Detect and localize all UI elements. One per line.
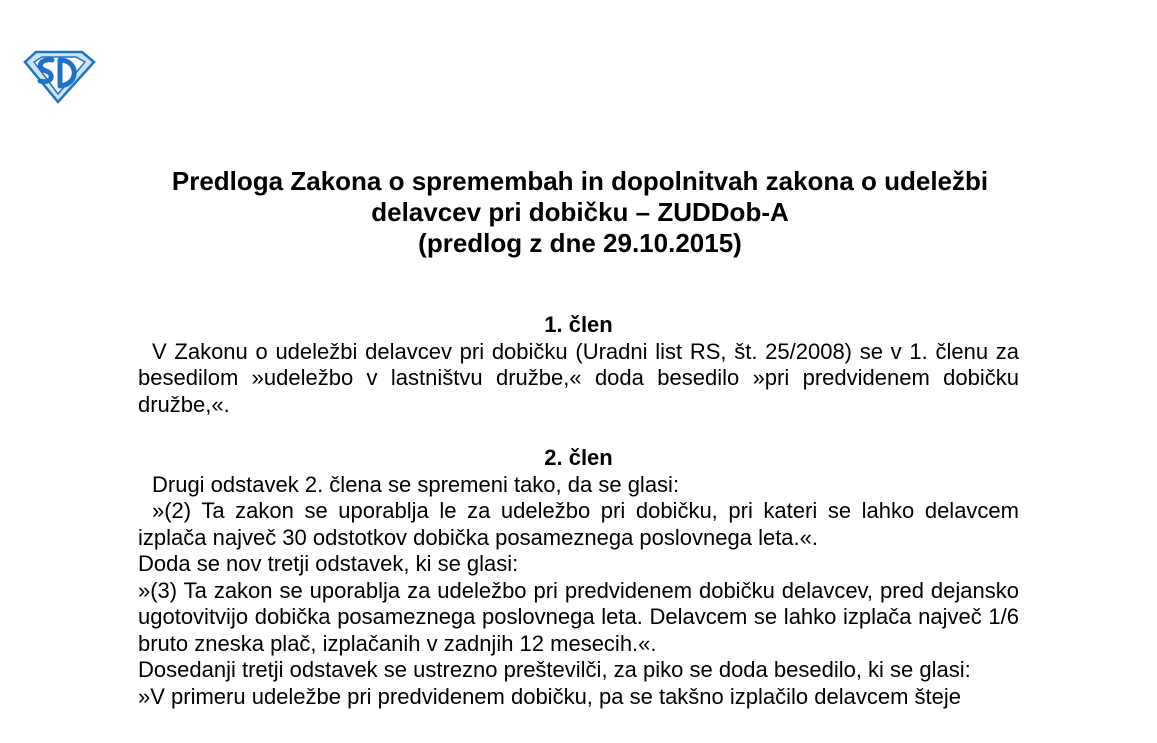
- organization-logo: [22, 48, 96, 104]
- document-body: [138, 312, 1019, 710]
- article-2-heading: 2. člen: [544, 445, 613, 470]
- article-1-heading: 1. člen: [544, 312, 613, 337]
- title-date-line: (predlog z dne 29.10.2015): [418, 228, 742, 258]
- article-2-intro: Drugi odstavek 2. člena se spremeni tako, da se glasi:: [152, 471, 680, 497]
- document-title: [140, 166, 1020, 259]
- title-line-1: Predloga Zakona o spremembah in dopolnitvah zakona o udeležbi: [171, 166, 989, 196]
- article-2-paragraph-3: »(3) Ta zakon se uporablja za udeležbo pri predvidenem dobičku delavcev, pred dejansko ugotovitvijo dobička posameznega poslovnega leta. Delavcem se lahko izplača največ 1/6 bruto zneska plač, izplačanih v zadnjih 12 mesecih.«.: [138, 577, 1019, 656]
- article-2-add-third: Doda se nov tretji odstavek, ki se glasi:: [138, 551, 519, 576]
- article-2-paragraph-2: »(2) Ta zakon se uporablja le za udeležbo pri dobičku, pri kateri se lahko delavcem izplača največ 30 odstotkov dobička posameznega poslovnega leta.«.: [138, 498, 1019, 550]
- article-1-text: V Zakonu o udeležbi delavcev pri dobičku (Uradni list RS, št. 25/2008) se v 1. členu za besedilom »udeležbo v lastništvu družbe,« doda besedilo »pri predvidenem dobičku družbe,«.: [138, 338, 1019, 417]
- title-line-2: delavcev pri dobičku – ZUDDob-A: [371, 197, 789, 227]
- article-2-last-paragraph: »V primeru udeležbe pri predvidenem dobičku, pa se takšno izplačilo delavcem šteje: [138, 683, 962, 709]
- article-2-renumber: Dosedanji tretji odstavek se ustrezno preštevilči, za piko se doda besedilo, ki se glasi:: [138, 657, 971, 682]
